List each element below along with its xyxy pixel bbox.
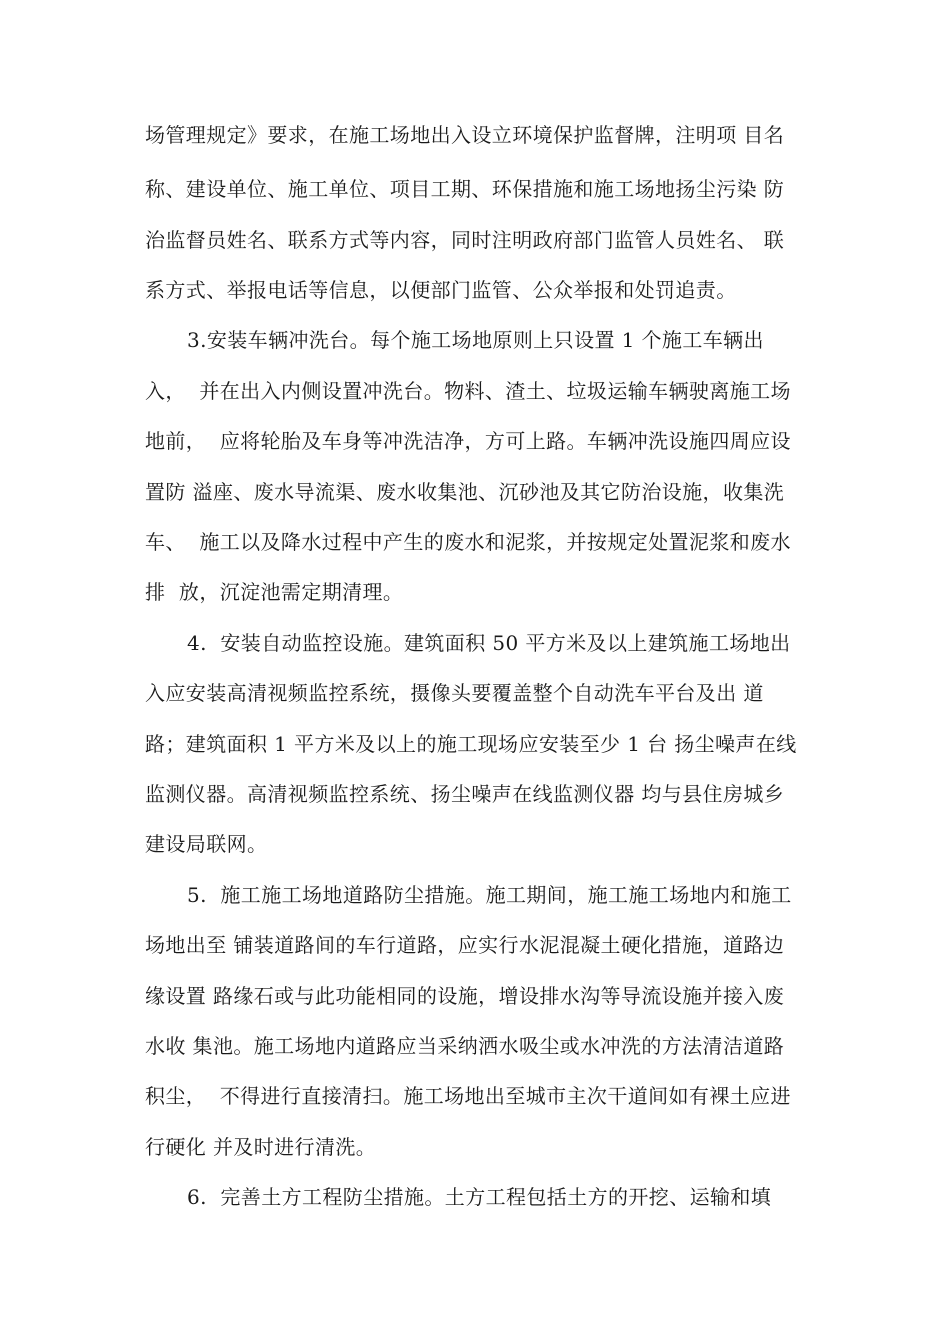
text-line: 入， 并在出入内侧设置冲洗台。物料、渣土、垃圾运输车辆驶离施工场 [145, 379, 791, 403]
paragraph-6-first-line: 6. 完善土方工程防尘措施。土方工程包括土方的开挖、运输和填 [187, 1185, 772, 1209]
text-line: 水收 集池。施工场地内道路应当采纳洒水吸尘或水冲洗的方法清洁道路 [145, 1034, 785, 1058]
text-line: 排 放，沉淀池需定期清理。 [145, 580, 404, 604]
text-line: 积尘， 不得进行直接清扫。施工场地出至城市主次干道间如有裸土应进 [145, 1084, 791, 1108]
text-line: 称、建设单位、施工单位、项目工期、环保措施和施工场地扬尘污染 防 [145, 177, 785, 201]
text-line: 入应安装高清视频监控系统，摄像头要覆盖整个自动洗车平台及出 道 [145, 681, 764, 705]
paragraph-5-first-line: 5. 施工施工场地道路防尘措施。施工期间，施工施工场地内和施工 [187, 883, 792, 907]
text-line: 路；建筑面积 1 平方米及以上的施工现场应安装至少 1 台 扬尘噪声在线 [145, 732, 797, 756]
text-line: 置防 溢座、废水导流渠、废水收集池、沉砂池及其它防治设施，收集洗 [145, 480, 785, 504]
text-line: 行硬化 并及时进行清洗。 [145, 1135, 377, 1159]
text-line: 车、 施工以及降水过程中产生的废水和泥浆，并按规定处置泥浆和废水 [145, 530, 791, 554]
paragraph-3-first-line: 3.安装车辆冲洗台。每个施工场地原则上只设置 1 个施工车辆出 [187, 328, 764, 352]
text-line: 场地出至 铺装道路间的车行道路，应实行水泥混凝土硬化措施，道路边 [145, 933, 785, 957]
text-line: 缘设置 路缘石或与此功能相同的设施，增设排水沟等导流设施并接入废 [145, 984, 785, 1008]
text-line: 系方式、举报电话等信息，以便部门监管、公众举报和处罚追责。 [145, 278, 737, 302]
text-line: 建设局联网。 [145, 832, 268, 856]
text-line: 场管理规定》要求，在施工场地出入设立环境保护监督牌，注明项 目名 [145, 123, 785, 147]
text-line: 治监督员姓名、联系方式等内容，同时注明政府部门监管人员姓名、 联 [145, 228, 785, 252]
text-line: 监测仪器。高清视频监控系统、扬尘噪声在线监测仪器 均与县住房城乡 [145, 782, 785, 806]
text-line: 地前， 应将轮胎及车身等冲洗洁净，方可上路。车辆冲洗设施四周应设 [145, 429, 791, 453]
paragraph-4-first-line: 4. 安装自动监控设施。建筑面积 50 平方米及以上建筑施工场地出 [187, 631, 791, 655]
